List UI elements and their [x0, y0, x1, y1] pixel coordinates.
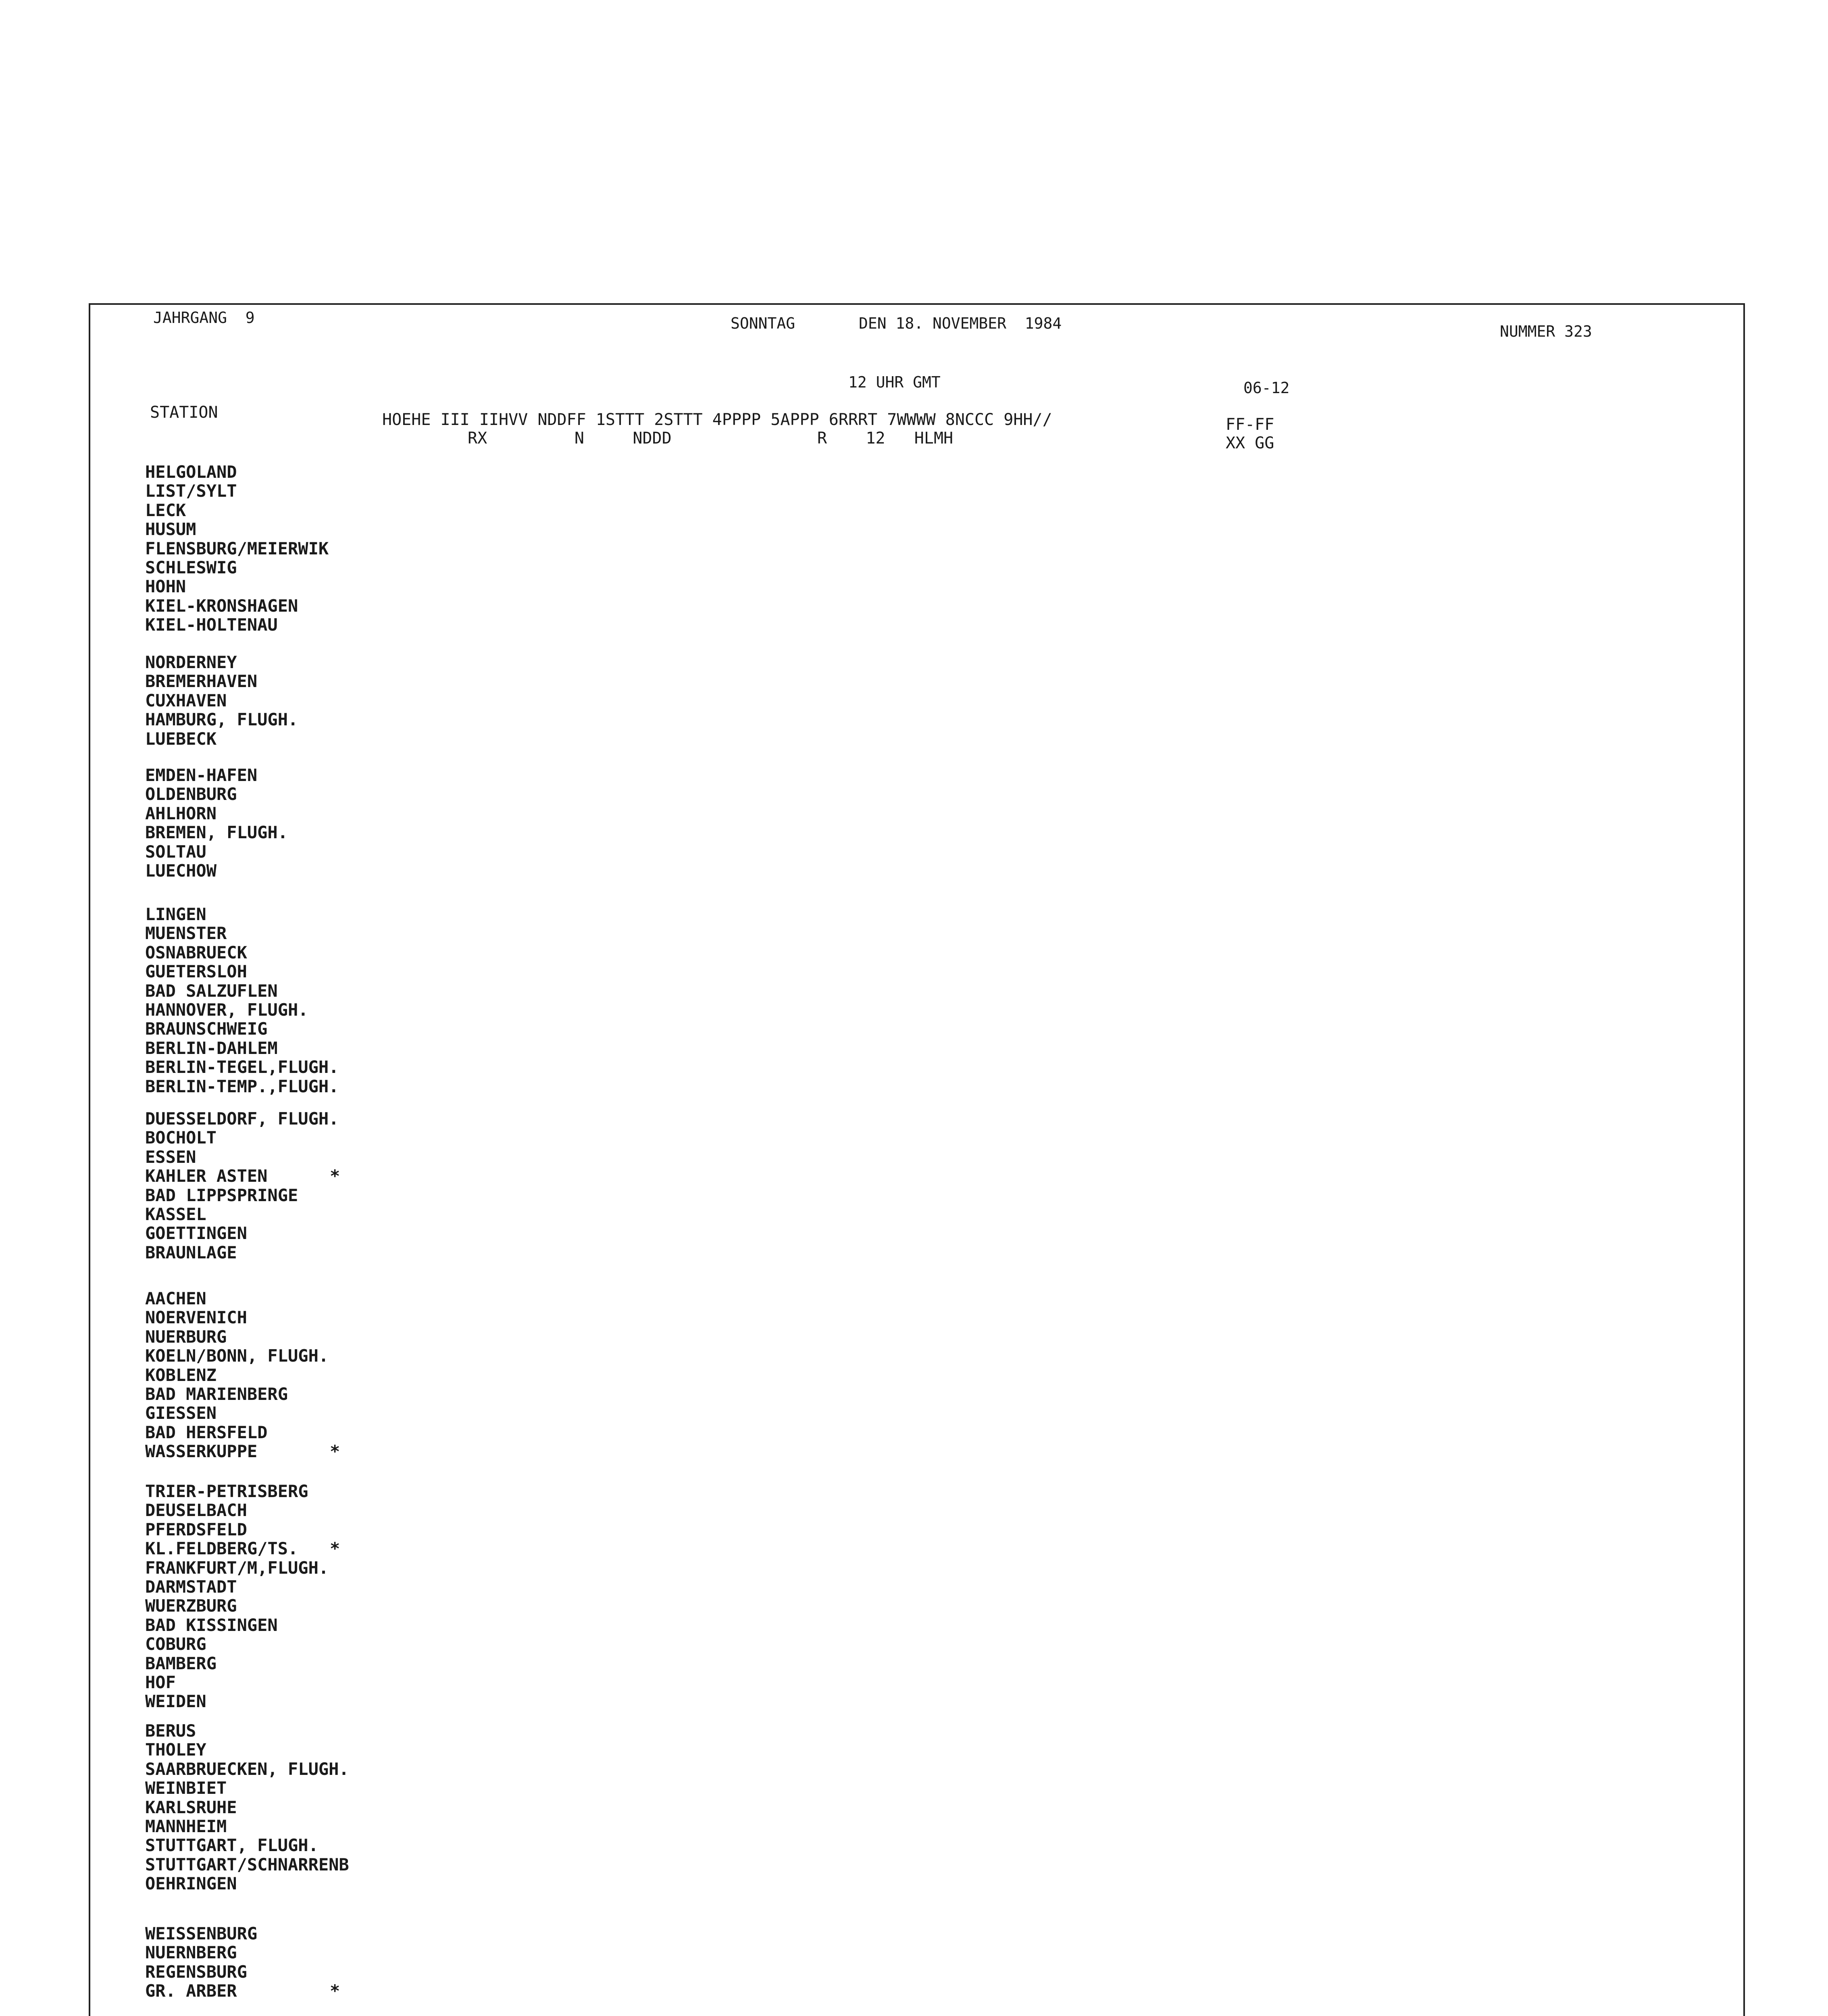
station-name: OLDENBURG [145, 784, 237, 804]
station-name: HANNOVER, FLUGH. [145, 1000, 308, 1020]
observation-time: 12 UHR GMT [848, 373, 941, 391]
mountain-station-marker: * [330, 1441, 340, 1461]
station-name: HUSUM [145, 519, 196, 539]
station-name: BREMEN, FLUGH. [145, 823, 288, 842]
station-name: STUTTGART/SCHNARRENB [145, 1855, 349, 1874]
gust-column-header: FF-FF [1226, 415, 1274, 434]
station-name: HELGOLAND [145, 462, 237, 482]
station-name: BAD LIPPSPRINGE [145, 1185, 298, 1205]
station-name: DARMSTADT [145, 1577, 237, 1597]
period-label: 06-12 [1243, 379, 1290, 397]
station-name: SOLTAU [145, 842, 206, 862]
station-name: TRIER-PETRISBERG [145, 1481, 308, 1501]
station-name: SAARBRUECKEN, FLUGH. [145, 1759, 349, 1779]
station-name: WEISSENBURG [145, 1924, 258, 1943]
station-name: EMDEN-HAFEN [145, 765, 258, 785]
weekday-label: SONNTAG [731, 314, 795, 332]
station-name: HAMBURG, FLUGH. [145, 710, 298, 729]
code-column-subheader: RX N NDDD R 12 HLMH [468, 429, 954, 448]
station-name: ESSEN [145, 1147, 196, 1167]
station-name: BAD KISSINGEN [145, 1615, 278, 1635]
station-name: HOHN [145, 577, 186, 596]
station-name: WUERZBURG [145, 1596, 237, 1616]
station-name: BERLIN-TEGEL,FLUGH. [145, 1057, 339, 1077]
station-name: KOELN/BONN, FLUGH. [145, 1346, 329, 1366]
station-name: KASSEL [145, 1204, 206, 1224]
station-name: WEIDEN [145, 1691, 206, 1711]
station-name: LUEBECK [145, 729, 217, 749]
station-name: BERUS [145, 1721, 196, 1741]
station-name: LECK [145, 500, 186, 520]
station-name: REGENSBURG [145, 1962, 247, 1982]
station-name: AACHEN [145, 1289, 206, 1308]
station-name: STUTTGART, FLUGH. [145, 1835, 319, 1855]
station-name: LUECHOW [145, 861, 217, 881]
station-name: OEHRINGEN [145, 1874, 237, 1893]
station-name: COBURG [145, 1634, 206, 1654]
date-label: DEN 18. NOVEMBER 1984 [859, 314, 1062, 332]
station-name: MANNHEIM [145, 1816, 227, 1836]
mountain-station-marker: * [330, 1539, 340, 1558]
station-name: GUETERSLOH [145, 962, 247, 981]
station-name: KARLSRUHE [145, 1797, 237, 1817]
station-name: BREMERHAVEN [145, 671, 258, 691]
station-name: NOERVENICH [145, 1308, 247, 1327]
station-name: BAD MARIENBERG [145, 1384, 288, 1404]
station-name: KIEL-HOLTENAU [145, 615, 278, 635]
station-name: NUERBURG [145, 1327, 227, 1347]
station-name: KAHLER ASTEN [145, 1166, 268, 1186]
station-name: BAMBERG [145, 1654, 217, 1673]
station-name: MUENSTER [145, 923, 227, 943]
station-name: KIEL-KRONSHAGEN [145, 596, 298, 616]
station-name: AHLHORN [145, 804, 217, 823]
station-name: BERLIN-DAHLEM [145, 1038, 278, 1058]
station-name: FRANKFURT/M,FLUGH. [145, 1558, 329, 1578]
station-name: BRAUNSCHWEIG [145, 1019, 268, 1039]
station-name: BAD SALZUFLEN [145, 981, 278, 1001]
station-name: FLENSBURG/MEIERWIK [145, 539, 329, 558]
station-name: BAD HERSFELD [145, 1422, 268, 1442]
station-name: PFERDSFELD [145, 1520, 247, 1539]
issue-number: NUMMER 323 [1500, 323, 1592, 340]
mountain-station-marker: * [330, 1166, 340, 1186]
jahrgang-label: JAHRGANG 9 [153, 309, 255, 327]
station-name: NORDERNEY [145, 652, 237, 672]
station-name: NUERNBERG [145, 1943, 237, 1962]
station-name: GOETTINGEN [145, 1223, 247, 1243]
station-column-header: STATION [150, 403, 218, 422]
station-name: BRAUNLAGE [145, 1243, 237, 1262]
station-name: KL.FELDBERG/TS. [145, 1539, 298, 1558]
code-column-header: HOEHE III IIHVV NDDFF 1STTT 2STTT 4PPPP 5APPP 6RRRT 7WWWW 8NCCC 9HH// [382, 410, 1052, 429]
station-name: LINGEN [145, 904, 206, 924]
station-name: KOBLENZ [145, 1365, 217, 1385]
station-name: WEINBIET [145, 1778, 227, 1798]
mountain-station-marker: * [330, 1981, 340, 2001]
station-name: GR. ARBER [145, 1981, 237, 2001]
station-name: HOF [145, 1672, 176, 1692]
station-name: DUESSELDORF, FLUGH. [145, 1109, 339, 1129]
station-name: SCHLESWIG [145, 558, 237, 577]
station-name: OSNABRUECK [145, 943, 247, 962]
station-name: CUXHAVEN [145, 691, 227, 710]
station-name: GIESSEN [145, 1403, 217, 1423]
station-name: WASSERKUPPE [145, 1441, 258, 1461]
station-name: BERLIN-TEMP.,FLUGH. [145, 1077, 339, 1096]
station-name: DEUSELBACH [145, 1500, 247, 1520]
station-name: THOLEY [145, 1740, 206, 1760]
station-name: BOCHOLT [145, 1128, 217, 1148]
station-name: LIST/SYLT [145, 481, 237, 501]
gust-column-subheader: XX GG [1226, 434, 1274, 452]
